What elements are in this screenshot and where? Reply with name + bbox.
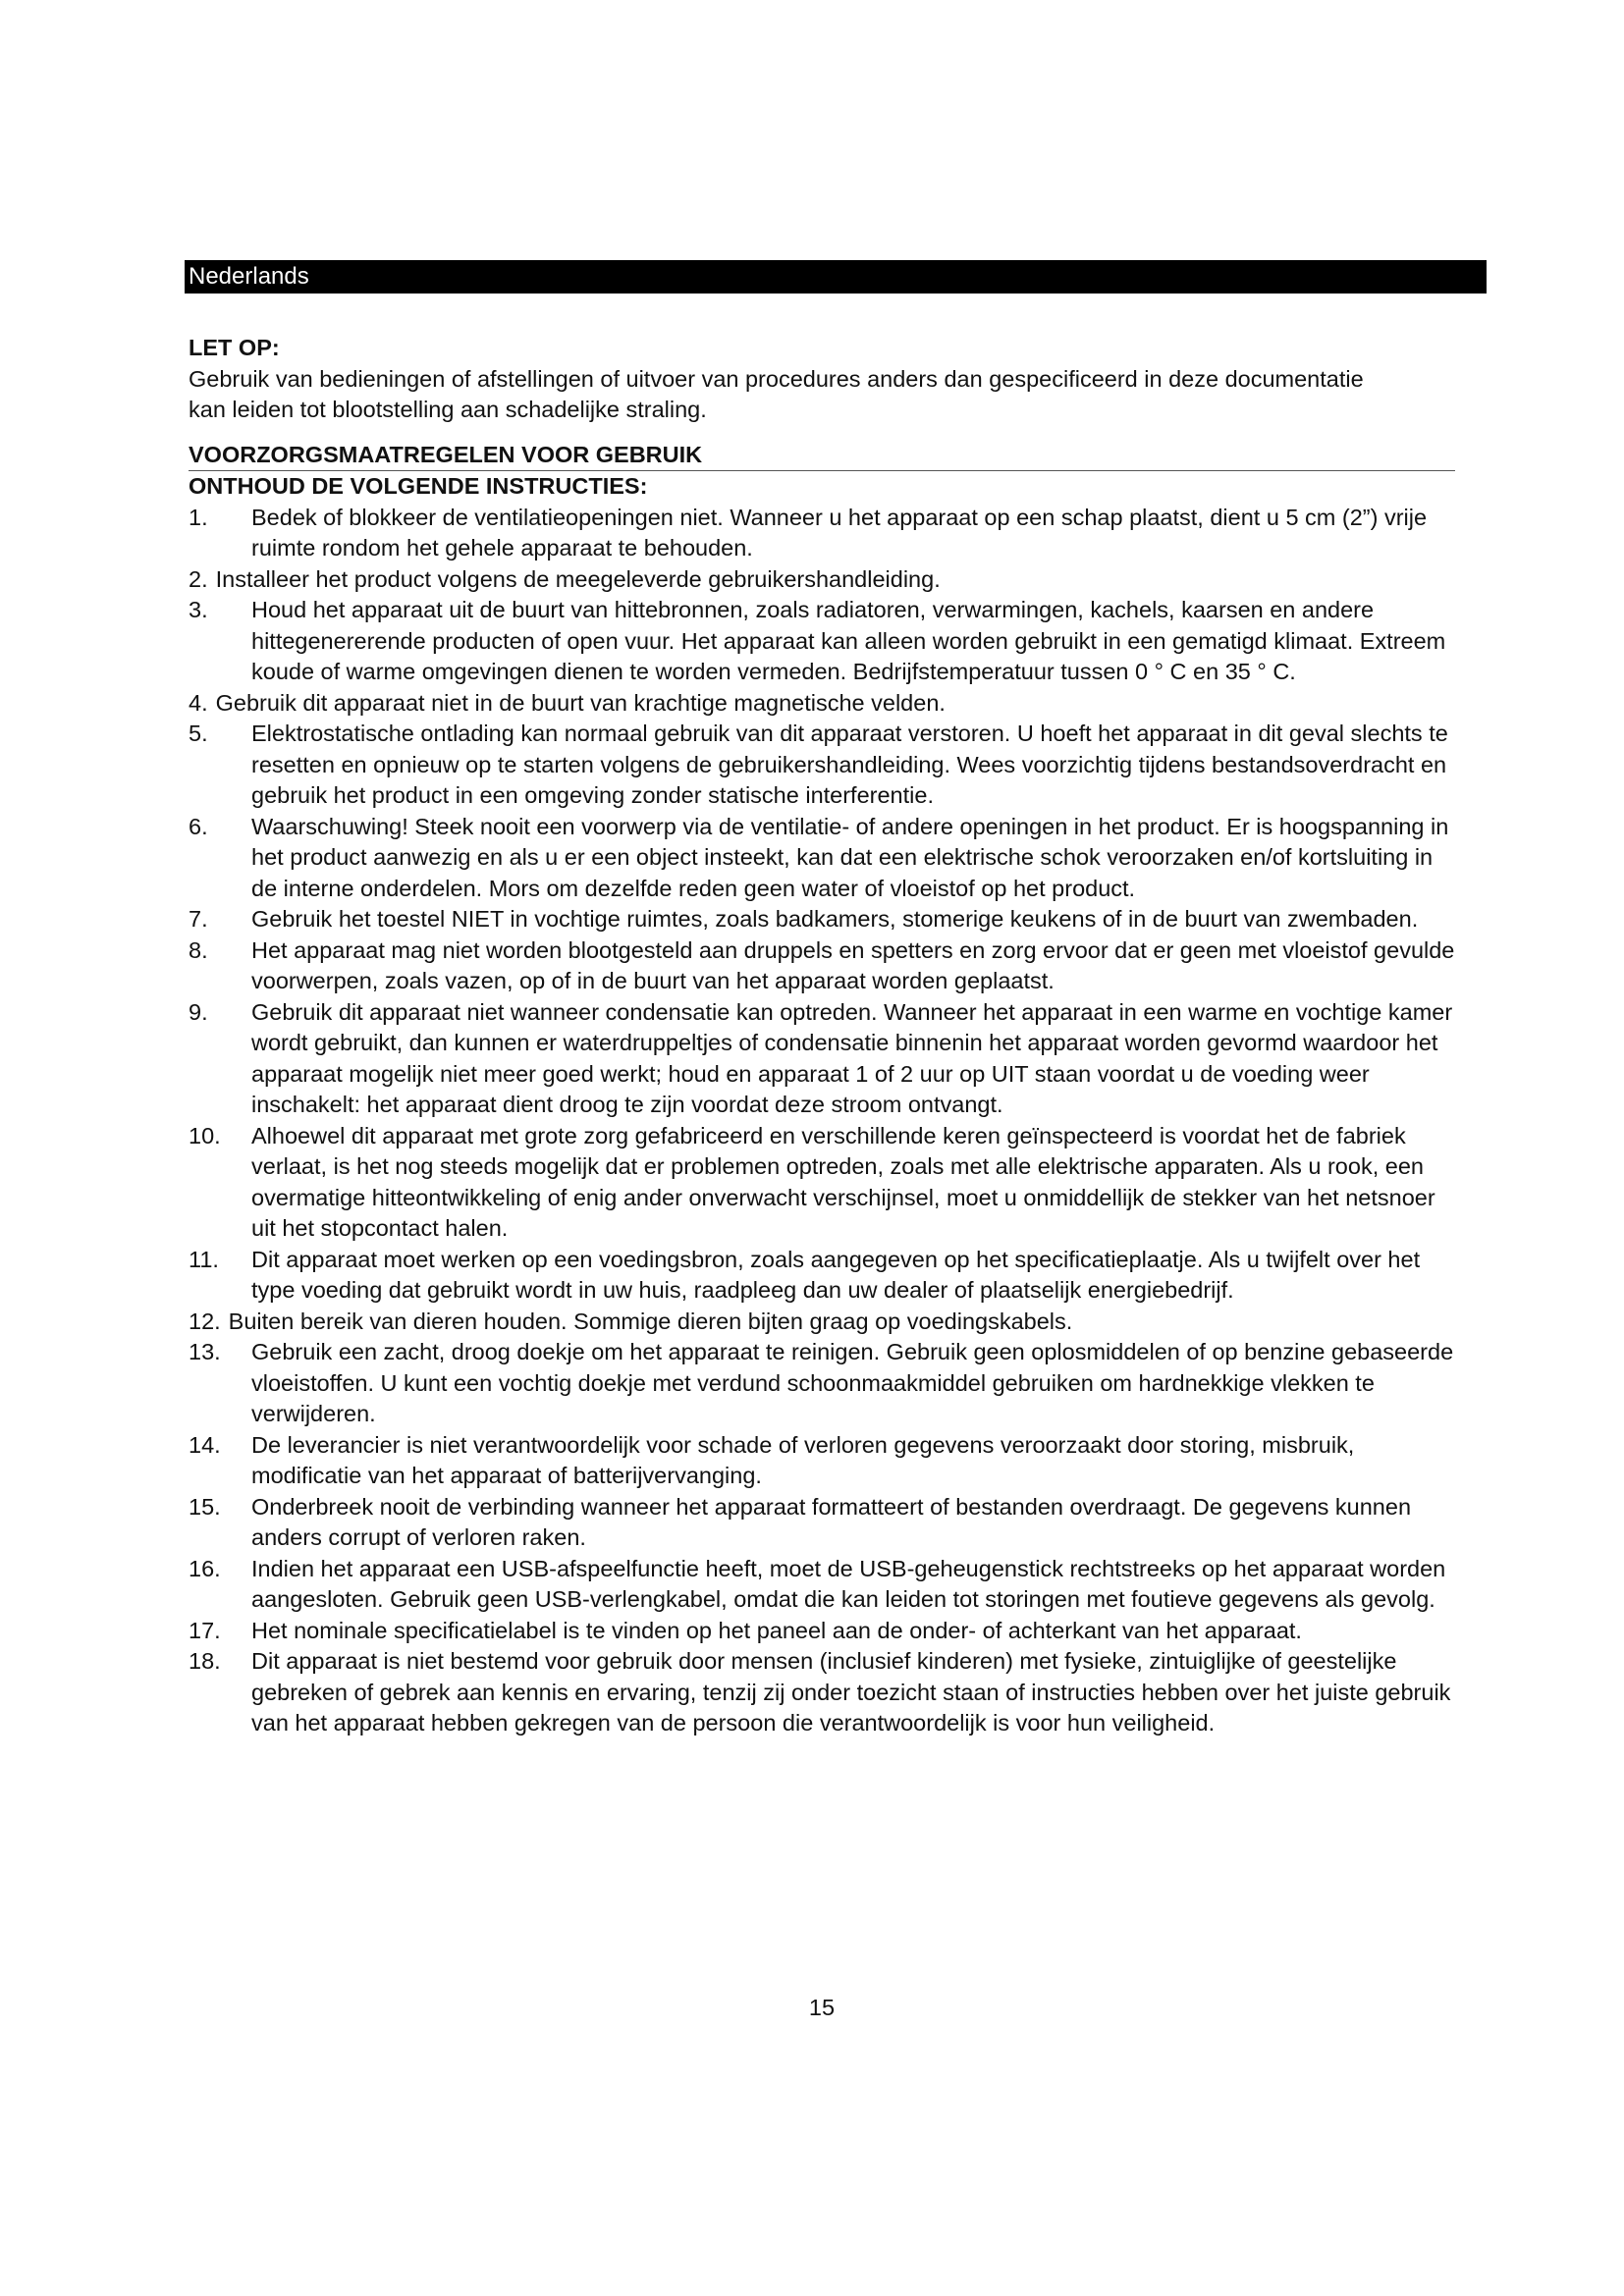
list-item (189, 997, 1455, 1121)
list-item (189, 904, 1455, 935)
language-section-label: Nederlands (189, 263, 309, 290)
list-item (189, 935, 1455, 997)
item-number: 14. (189, 1431, 221, 1458)
item-text: Alhoewel dit apparaat met grote zorg gefabriceerd en verschillende keren geïnspecteerd is voordat het de fabriek verlaat, is het nog steeds mogelijk dat er problemen optreden, zoals met alle elektrische apparaten. Als u rook, een overmatige hitteontwikkeling of enig ander onverwacht verschijnsel, moet u onmiddellijk de stekker van het netsnoer uit het stopcontact halen. (251, 1122, 1435, 1241)
item-number: 13. (189, 1339, 221, 1364)
item-number: 4. (189, 689, 208, 716)
item-number: 18. (189, 1648, 221, 1674)
item-text: De leverancier is niet verantwoordelijk voor schade of verloren gegevens veroorzaakt door storing, misbruik, modificatie van het apparaat of batterijvervanging. (251, 1431, 1355, 1488)
list-item (189, 1554, 1455, 1616)
item-number: 11. (189, 1246, 219, 1272)
item-text: Dit apparaat is niet bestemd voor gebruik door mensen (inclusief kinderen) met fysieke, zintuiglijke of geestelijke gebreken of gebrek aan kennis en ervaring, tenzij zij onder toezicht staan of instructies hebben over het juiste gebruik van het apparaat hebben gekregen van de persoon die verantwoordelijk is voor hun veiligheid. (251, 1648, 1451, 1735)
item-text: Buiten bereik van dieren houden. Sommige dieren bijten graag op voedingskabels. (228, 1308, 1073, 1334)
item-text: Gebruik het toestel NIET in vochtige ruimtes, zoals badkamers, stomerige keukens of in de buurt van zwembaden. (251, 906, 1419, 932)
item-text: Installeer het product volgens de meegeleverde gebruikershandleiding. (215, 565, 941, 592)
page-number: 15 (808, 1995, 836, 2020)
item-number: 16. (189, 1555, 221, 1581)
item-text: Het apparaat mag niet worden blootgesteld aan druppels en spetters en zorg ervoor dat er geen met vloeistof gevulde voorwerpen, zoals vazen, op of in de buurt van het apparaat worden geplaatst. (251, 936, 1455, 993)
instructions-heading: ONTHOUD DE VOLGENDE INSTRUCTIES: (189, 473, 648, 499)
item-number: 2. (189, 565, 208, 592)
list-item (189, 812, 1455, 905)
item-text: Het nominale specificatielabel is te vinden op het paneel aan de onder- of achterkant van het apparaat. (251, 1617, 1302, 1643)
list-item (189, 1430, 1455, 1492)
list-item (189, 1492, 1455, 1554)
item-text: Onderbreek nooit de verbinding wanneer het apparaat formatteert of bestanden overdraagt. De gegevens kunnen anders corrupt of verloren raken. (251, 1493, 1412, 1550)
list-item (189, 1646, 1455, 1739)
list-item (189, 1245, 1455, 1307)
item-number: 5. (189, 721, 208, 746)
item-text: Gebruik dit apparaat niet wanneer condensatie kan optreden. Wanneer het apparaat in een warme en vochtige kamer wordt gebruikt, dan kunnen er waterdruppeltjes of condensatie binnenin het apparaat worden gevormd waardoor het apparaat mogelijk niet meer goed werkt; houd en apparaat 1 of 2 uur op UIT staan voordat u de voeding weer inschakelt: het apparaat dient droog te zijn voordat deze stroom ontvangt. (251, 998, 1453, 1117)
precautions-heading: VOORZORGSMAATREGELEN VOOR GEBRUIK (189, 440, 1455, 472)
item-number: 17. (189, 1617, 221, 1643)
page-content (189, 333, 1465, 1739)
caution-text: Gebruik van bedieningen of afstellingen of uitvoer van procedures anders dan gespecificeerd in deze documentatie kan leiden tot blootstelling aan schadelijke straling. (189, 365, 1364, 422)
item-text: Houd het apparaat uit de buurt van hittebronnen, zoals radiatoren, verwarmingen, kachels, kaarsen en andere hittegenererende producten of open vuur. Het apparaat kan alleen worden gebruikt in een gematigd klimaat. Extreem koude of warme omgevingen dienen te worden vermeden. Bedrijfstemperatuur tussen 0 ° C en 35 ° C. (251, 597, 1446, 684)
item-number: 1. (189, 504, 208, 530)
list-item (189, 1307, 1455, 1338)
item-number: 12. (189, 1308, 221, 1334)
list-item (189, 1337, 1455, 1430)
list-item (189, 1616, 1455, 1647)
item-text: Elektrostatische ontlading kan normaal gebruik van dit apparaat verstoren. U hoeft het apparaat in dit geval slechts te resetten en opnieuw op te starten volgens de gebruikershandleiding. Wees voorzichtig tijdens bestandsoverdracht en gebruik het product in een omgeving zonder statische interferentie. (251, 721, 1448, 808)
item-number: 8. (189, 936, 208, 963)
item-text: Gebruik dit apparaat niet in de buurt van krachtige magnetische velden. (215, 689, 946, 716)
list-item (189, 503, 1455, 564)
language-section-bar (185, 260, 1487, 294)
item-number: 3. (189, 597, 208, 622)
item-text: Indien het apparaat een USB-afspeelfunctie heeft, moet de USB-geheugenstick rechtstreeks op het apparaat worden aangesloten. Gebruik geen USB-verlengkabel, omdat die kan leiden tot storingen met foutieve gegevens als gevolg. (251, 1555, 1446, 1612)
item-text: Gebruik een zacht, droog doekje om het apparaat te reinigen. Gebruik geen oplosmiddelen of op benzine gebaseerde vloeistoffen. U kunt een vochtig doekje met verdund schoonmaakmiddel gebruiken om hardnekkige vlekken te verwijderen. (251, 1339, 1454, 1426)
item-text: Waarschuwing! Steek nooit een voorwerp via de ventilatie- of andere openingen in het product. Er is hoogspanning in het product aanwezig en als u er een object insteekt, kan dat een elektrische schok veroorzaken en/of kortsluiting in de interne onderdelen. Mors om dezelfde reden geen water of vloeistof op het product. (251, 813, 1449, 901)
item-number: 6. (189, 813, 208, 839)
caution-heading: LET OP: (189, 335, 280, 360)
item-number: 9. (189, 998, 208, 1025)
instruction-list (189, 503, 1465, 1739)
item-text: Dit apparaat moet werken op een voedingsbron, zoals aangegeven op het specificatieplaatje. Als u twijfelt over het type voeding dat gebruikt wordt in uw huis, raadpleeg dan uw dealer of plaatselijk energiebedrijf. (251, 1246, 1421, 1303)
list-item (189, 688, 1455, 720)
list-item (189, 595, 1455, 688)
item-number: 7. (189, 906, 208, 932)
item-number: 15. (189, 1493, 221, 1520)
list-item (189, 564, 1455, 596)
list-item (189, 1121, 1455, 1245)
item-text: Bedek of blokkeer de ventilatieopeningen niet. Wanneer u het apparaat op een schap plaatst, dient u 5 cm (2”) vrije ruimte rondom het gehele apparaat te behouden. (251, 504, 1428, 561)
list-item (189, 719, 1455, 812)
item-number: 10. (189, 1122, 221, 1148)
